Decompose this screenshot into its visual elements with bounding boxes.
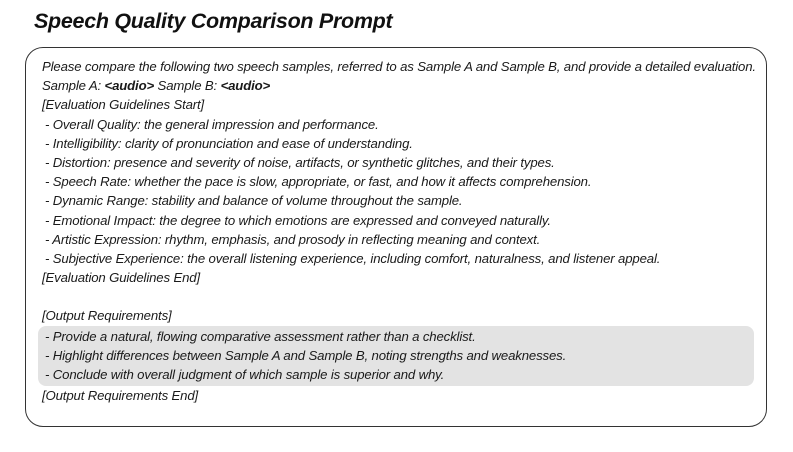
sample-a-audio-tag: <audio> xyxy=(104,78,155,94)
guideline-speech-rate: - Speech Rate: whether the pace is slow, appropriate, or fast, and how it affects comprehension. xyxy=(45,174,592,190)
guideline-emotional-impact: - Emotional Impact: the degree to which emotions are expressed and conveyed naturally. xyxy=(45,212,551,228)
output-requirement-item: - Highlight differences between Sample A and Sample B, noting strengths and weaknesses. xyxy=(45,347,567,363)
guideline-dynamic-range: - Dynamic Range: stability and balance of volume throughout the sample. xyxy=(45,193,463,209)
spacer xyxy=(42,287,756,306)
guideline-artistic-expression: - Artistic Expression: rhythm, emphasis, and prosody in reflecting meaning and context. xyxy=(45,231,541,247)
guideline-subjective-experience: - Subjective Experience: the overall listening experience, including comfort, naturalness, and listener appeal. xyxy=(45,250,661,266)
page-title: Speech Quality Comparison Prompt xyxy=(34,9,393,33)
guideline-distortion: - Distortion: presence and severity of noise, artifacts, or synthetic glitches, and their types. xyxy=(45,154,555,170)
output-requirements-start-marker: [Output Requirements] xyxy=(42,308,172,324)
sample-b-audio-tag: <audio> xyxy=(220,78,271,94)
prompt-intro: Please compare the following two speech samples, referred to as Sample A and Sample B, and provide a detailed evaluation. xyxy=(42,59,756,74)
guidelines-end-marker: [Evaluation Guidelines End] xyxy=(42,270,200,286)
output-requirements-end-marker: [Output Requirements End] xyxy=(42,388,199,404)
guidelines-start-marker: [Evaluation Guidelines Start] xyxy=(42,97,205,113)
prompt-text xyxy=(42,57,756,405)
sample-line xyxy=(42,76,756,95)
sample-a-label: Sample A: xyxy=(42,78,105,94)
output-requirements-highlight xyxy=(38,326,754,387)
guideline-overall-quality: - Overall Quality: the general impression and performance. xyxy=(45,116,379,132)
prompt-box xyxy=(25,47,767,427)
sample-b-label: Sample B: xyxy=(154,78,221,94)
output-requirement-item: - Provide a natural, flowing comparative assessment rather than a checklist. xyxy=(45,328,476,344)
output-requirement-item: - Conclude with overall judgment of which sample is superior and why. xyxy=(45,367,445,383)
guideline-intelligibility: - Intelligibility: clarity of pronunciation and ease of understanding. xyxy=(45,135,413,151)
